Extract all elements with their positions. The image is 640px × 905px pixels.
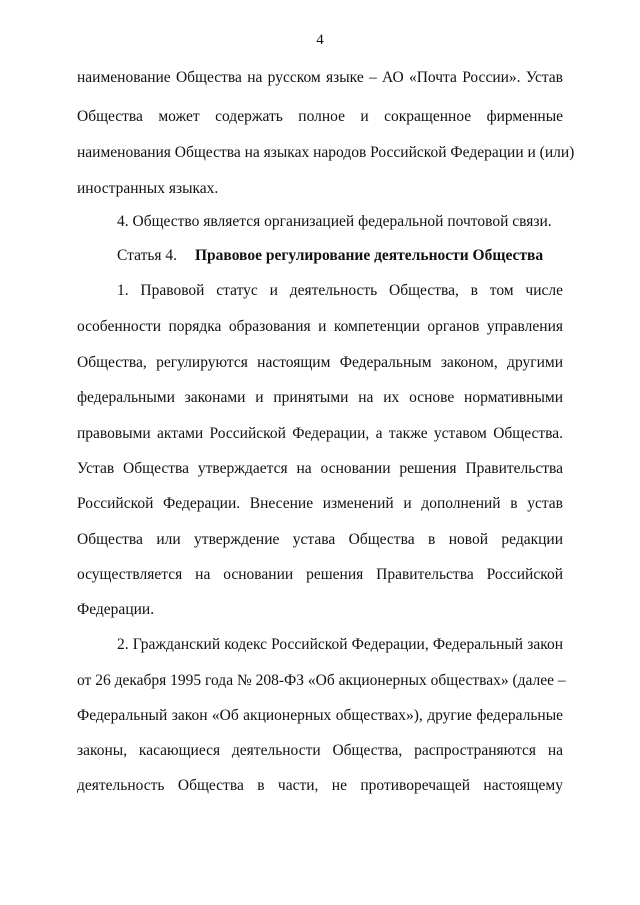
text-line: Российской Федерации. Внесение изменений и дополнений в устав bbox=[77, 495, 563, 512]
text-line: Общества или утверждение устава Общества в новой редакции bbox=[77, 531, 563, 548]
text-line: 2. Гражданский кодекс Российской Федерации, Федеральный закон bbox=[117, 636, 563, 653]
text-line: осуществляется на основании решения Правительства Российской bbox=[77, 566, 563, 583]
article-heading bbox=[117, 246, 563, 266]
text-line: Устав Общества утверждается на основании решения Правительства bbox=[77, 460, 563, 477]
text-line: законы, касающиеся деятельности Общества, распространяются на bbox=[77, 742, 563, 759]
text-line: Общества, регулируются настоящим Федеральным законом, другими bbox=[77, 354, 563, 371]
article-label: Статья 4. bbox=[117, 247, 178, 264]
page-number: 4 bbox=[316, 32, 324, 48]
text-line: 1. Правовой статус и деятельность Общества, в том числе bbox=[117, 282, 563, 299]
text-line: от 26 декабря 1995 года № 208-ФЗ «Об акционерных обществах» (далее – bbox=[77, 672, 566, 689]
paragraph-4: 4. Общество является организацией федеральной почтовой связи. bbox=[117, 213, 552, 230]
text-line: наименование Общества на русском языке – АО «Почта России». Устав bbox=[77, 69, 563, 86]
text-line: Федерации. bbox=[77, 601, 155, 618]
text-line: иностранных языках. bbox=[77, 180, 219, 197]
text-line: федеральными законами и принятыми на их основе нормативными bbox=[77, 389, 563, 406]
article-title: Правовое регулирование деятельности Общества bbox=[195, 247, 544, 264]
text-line: правовыми актами Российской Федерации, а также уставом Общества. bbox=[77, 425, 563, 442]
text-line: деятельность Общества в части, не противоречащей настоящему bbox=[77, 777, 563, 794]
text-line: Федеральный закон «Об акционерных обществах»), другие федеральные bbox=[77, 707, 563, 724]
text-line: Общества может содержать полное и сокращенное фирменные bbox=[77, 108, 563, 125]
text-line: наименования Общества на языках народов Российской Федерации и (или) bbox=[77, 144, 575, 161]
text-line: особенности порядка образования и компетенции органов управления bbox=[77, 318, 563, 335]
